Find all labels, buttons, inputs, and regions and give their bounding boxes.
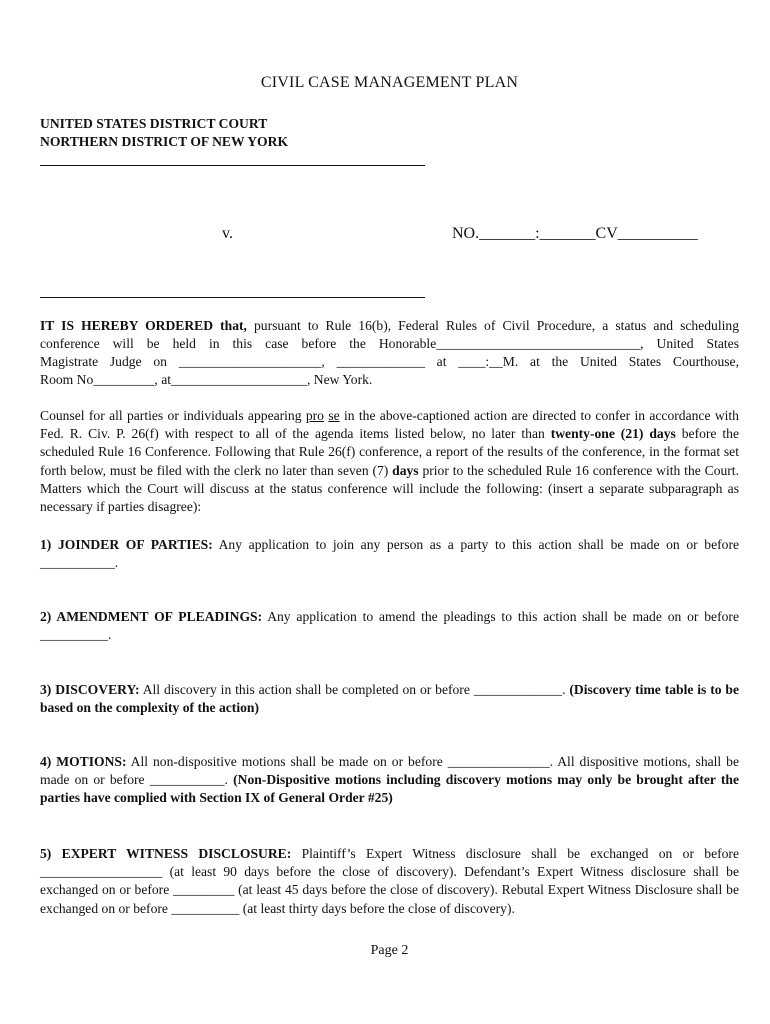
amendment-section: 2) AMENDMENT OF PLEADINGS: Any application to amend the pleadings to this action shall be made on or before __________. — [40, 609, 739, 643]
versus-label: v. — [222, 225, 233, 242]
order-line-3: Magistrate Judge on _____________________, _____________ at ____:__M. at the United States Courthouse, — [40, 354, 739, 369]
pro-word: pro — [305, 408, 324, 423]
order-line-4: Room No_________, at____________________, New York. — [40, 372, 373, 387]
se-word: se — [328, 408, 340, 423]
motions-section: 4) MOTIONS: All non-dispositive motions shall be made on or before _______________. All dispositive motions, shall be made on or before ___________. (Non-Dispositive motions including discovery motions may only be brought after the parties have complied with Section IX of General Order #25) — [40, 754, 739, 806]
discovery-section: 3) DISCOVERY: All discovery in this action shall be completed on or before _____________. (Discovery time table is to be based on the complexity of the action) — [40, 682, 739, 716]
discovery-heading: 3) DISCOVERY: — [40, 682, 140, 697]
expert-section: 5) EXPERT WITNESS DISCLOSURE: Plaintiff’s Expert Witness disclosure shall be exchanged on or before __________________ (at least 90 days before the close of discovery). Defendant’s Expert Witness disclosure shall be exchanged on or before _________ (at least 45 days before the close of discovery). Rebutal Expert Witness Disclosure shall be exchanged on or before __________ (at least thirty days before the close of discovery). — [40, 846, 739, 916]
court-line-2: NORTHERN DISTRICT OF NEW YORK — [40, 134, 289, 149]
motions-heading: 4) MOTIONS: — [40, 754, 127, 769]
case-caption — [40, 225, 739, 245]
case-number-field: NO._______:_______CV__________ — [452, 225, 698, 242]
joinder-section: 1) JOINDER OF PARTIES: Any application to join any person as a party to this action shall be made on or before ___________. — [40, 537, 740, 571]
document-page — [40, 0, 739, 1024]
defendant-line — [40, 297, 425, 298]
page-number: Page 2 — [370, 943, 409, 958]
expert-heading: 5) EXPERT WITNESS DISCLOSURE: — [40, 846, 292, 861]
plaintiff-line — [40, 165, 425, 166]
document-title: CIVIL CASE MANAGEMENT PLAN — [260, 74, 519, 91]
discovery-note: (Discovery time table is to be based on the complexity of the action) — [40, 682, 739, 716]
order-line-2: conference will be held in this case before the Honorable______________________________, United States — [40, 336, 739, 351]
amendment-heading: 2) AMENDMENT OF PLEADINGS: — [40, 609, 263, 624]
motions-note: (Non-Dispositive motions including discovery motions may only be brought after the parties have complied with Section IX of General Order #25) — [40, 772, 739, 806]
counsel-paragraph: Counsel for all parties or individuals appearing pro se in the above-captioned action are directed to confer in accordance with Fed. R. Civ. P. 26(f) with respect to all of the agenda items listed below, no later than twenty-one (21) days before the scheduled Rule 16 Conference. Following that Rule 26(f) conference, a report of the results of the conference, in the format set forth below, must be filed with the clerk no later than seven (7) days prior to the scheduled Rule 16 conference with the Court. Matters which the Court will discuss at the status conference will include the following: (insert a separate subparagraph as necessary if parties disagree): — [40, 408, 739, 515]
court-name — [40, 115, 288, 151]
joinder-heading: 1) JOINDER OF PARTIES: — [40, 537, 213, 552]
court-line-1: UNITED STATES DISTRICT COURT — [40, 116, 268, 131]
order-line-1: IT IS HEREBY ORDERED that, pursuant to Rule 16(b), Federal Rules of Civil Procedure, a status and scheduling — [40, 318, 740, 333]
order-lead: IT IS HEREBY ORDERED that, — [40, 318, 247, 333]
